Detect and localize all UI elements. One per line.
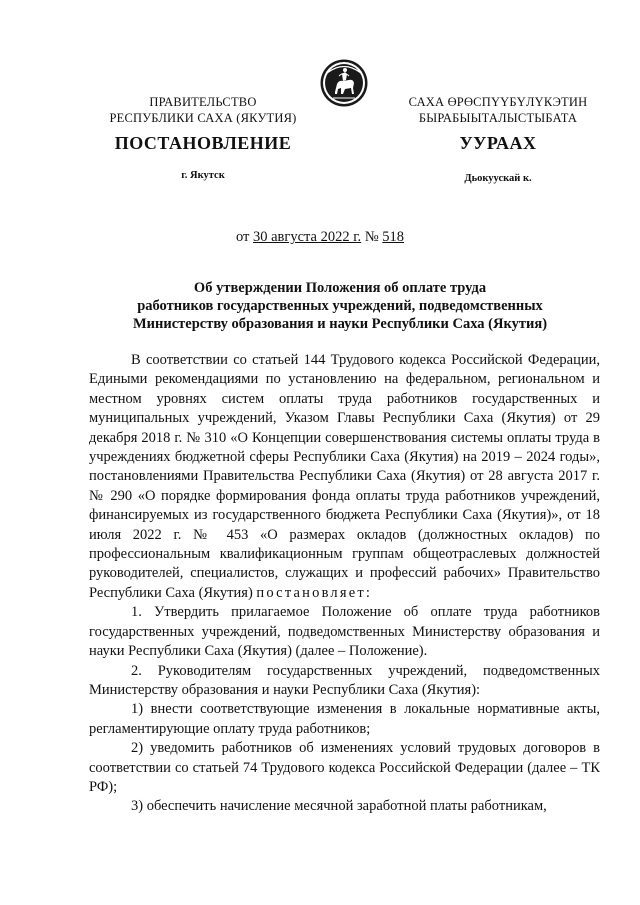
document-number: 518	[382, 229, 405, 245]
paragraph-2-item-1: 1) внести соответствующие изменения в локальные нормативные акты, регламентирующие оплату труда работников;	[89, 701, 600, 737]
heading-line-3: Министерству образования и науки Республики Саха (Якутия)	[132, 316, 548, 332]
issuer-line-1-sakha: САХА ӨРӨСПҮҮБҮЛҮКЭТИН	[408, 95, 588, 109]
issuer-line-2-ru: РЕСПУБЛИКИ САХА (ЯКУТИЯ)	[109, 111, 297, 125]
issuer-block-ru	[100, 94, 306, 126]
city-sakha: Дьокуускай к.	[464, 173, 532, 184]
doc-type-ru: ПОСТАНОВЛЕНИЕ	[114, 133, 292, 153]
date-prefix: от	[235, 229, 253, 245]
date-number-line	[0, 229, 640, 246]
document-date: 30 августа 2022 г.	[253, 229, 362, 245]
paragraph-2-item-3: 3) обеспечить начисление месячной заработной платы работникам,	[131, 798, 547, 815]
city-ru: г. Якутск	[181, 170, 225, 181]
resolves-word: постановляет:	[256, 584, 373, 601]
issuer-block-sakha	[395, 94, 601, 126]
number-label: №	[361, 229, 383, 245]
issuer-line-2-sakha: БЫРАБЫЫТАЛЫСТЫБАТА	[418, 111, 578, 125]
document-heading	[80, 279, 600, 333]
paragraph-2: 2. Руководителям государственных учреждений, подведомственных Министерству образования и науки Республики Саха (Якутия):	[89, 662, 600, 698]
preamble-paragraph	[89, 351, 600, 603]
document-body	[89, 351, 600, 817]
sakha-coat-of-arms-icon	[319, 58, 369, 108]
issuer-line-1-ru: ПРАВИТЕЛЬСТВО	[149, 95, 257, 109]
doc-type-sakha: УУРААХ	[459, 133, 537, 153]
paragraph-1: 1. Утвердить прилагаемое Положение об оплате труда работников государственных учреждений, подведомственных Министерству образования и науки Республики Саха (Якутия) (далее – Положение).	[89, 604, 600, 660]
heading-line-1: Об утверждении Положения об оплате труда	[193, 280, 487, 296]
heading-line-2: работников государственных учреждений, подведомственных	[137, 298, 543, 314]
paragraph-2-item-2: 2) уведомить работников об изменениях условий трудовых договоров в соответствии со статьей 74 Трудового кодекса Российской Федерации (далее – ТК РФ);	[89, 740, 600, 795]
preamble-text: В соответствии со статьей 144 Трудового кодекса Российской Федерации, Едиными рекомендациями по установлению на федеральном, региональном и местном уровнях систем оплаты труда работников государственных и муниципальных учреждений, Указом Главы Республики Саха (Якутия) от 29 декабря 2018 г. № 310 «О Концепции совершенствования системы оплаты труда в учреждениях бюджетной сферы Республики Саха (Якутия) на 2019 – 2024 годы», постановлениями Правительства Республики Саха (Якутия) от 28 августа 2017 г. № 290 «О порядке формирования фонда оплаты труда работников учреждений, финансируемых из государственного бюджета Республики Саха (Якутия)», от 18 июля 2022 г. № 453 «О размерах окладов (должностных окладов) по профессиональным квалификационным группам общеотраслевых должностей руководителей, специалистов, служащих и профессий рабочих» Правительство Республики Саха (Якутия)	[89, 352, 600, 601]
